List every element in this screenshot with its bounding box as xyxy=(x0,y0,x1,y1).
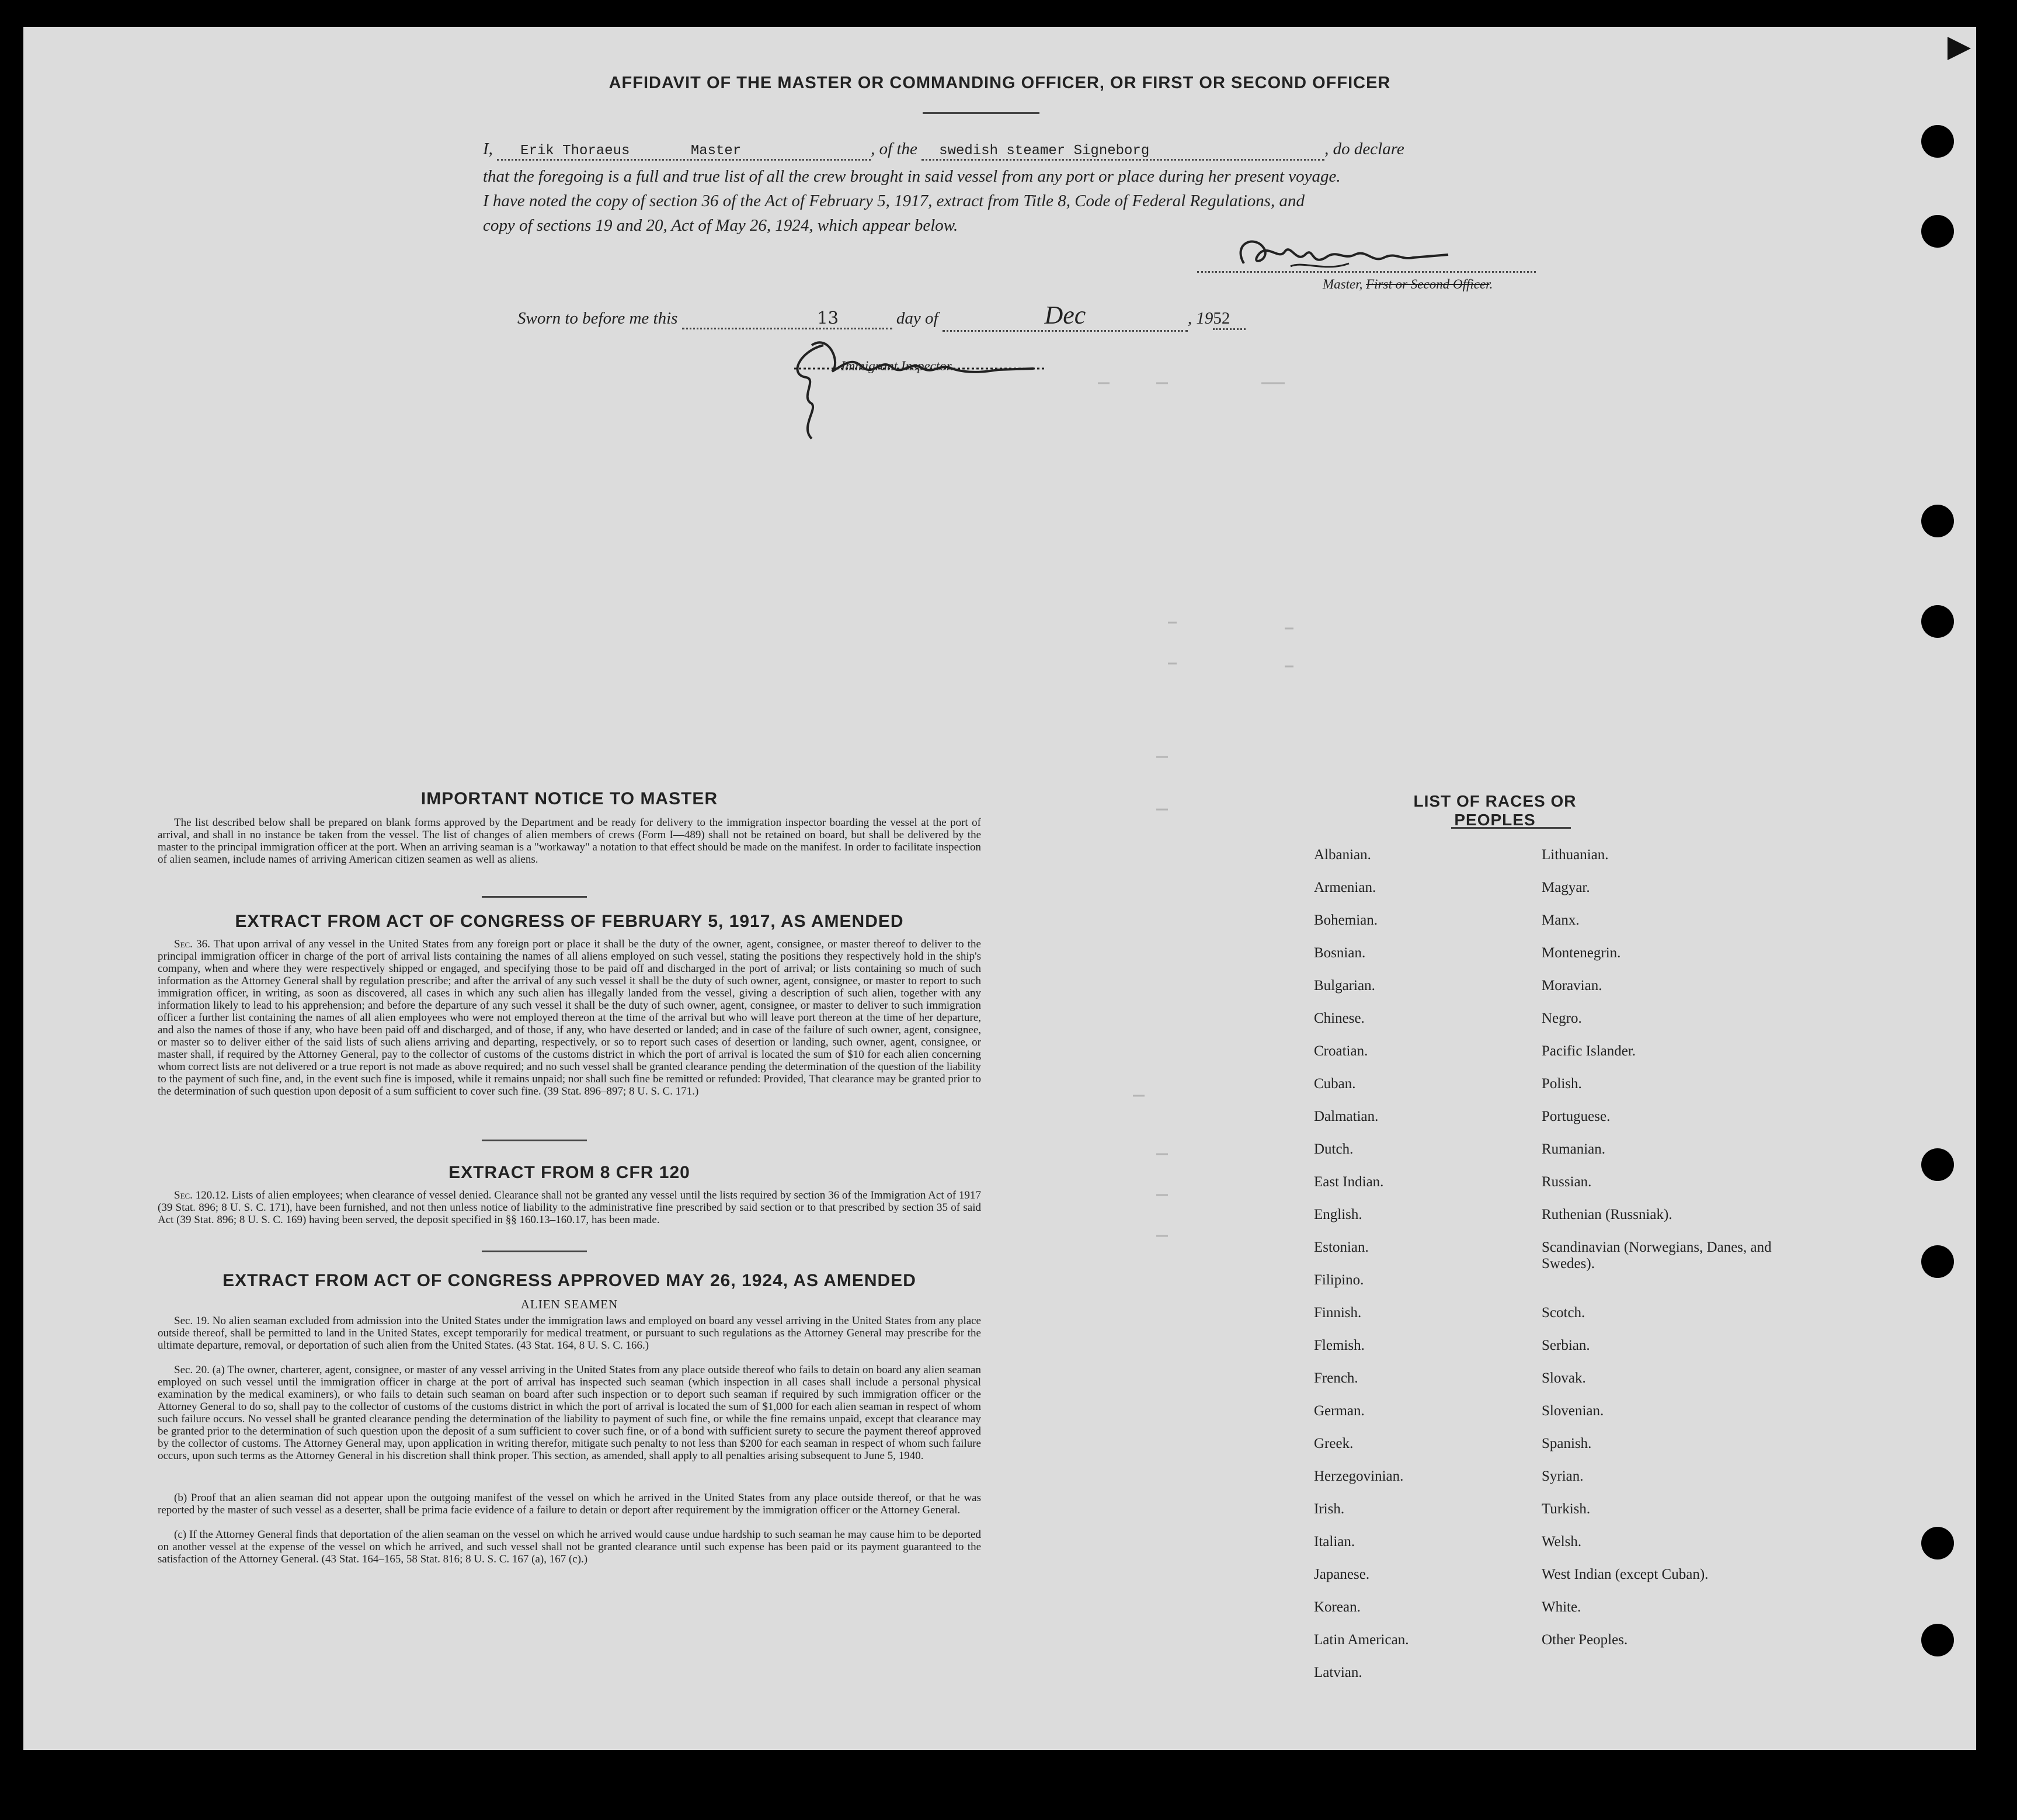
race-list-item: Portuguese. xyxy=(1542,1109,1611,1124)
year-value: 52 xyxy=(1213,309,1246,330)
race-list-item: Greek. xyxy=(1314,1436,1354,1451)
notice-title: IMPORTANT NOTICE TO MASTER xyxy=(420,789,718,808)
master-rank-value: Master xyxy=(690,143,742,159)
race-list-item: Cuban. xyxy=(1314,1076,1356,1092)
race-list-item: West Indian (except Cuban). xyxy=(1542,1567,1709,1582)
notice-body: The list described below shall be prepared on blank forms approved by the Department and be ready for delivery to the immigration inspector boarding the vessel at the port of arrival, and shall in no instance be taken from the vessel. The list of changes of alien members of crews (Form I—489) shall not be retained on board, but shall be delivered by the master to the principal immigration officer at the port. When an arriving seaman is a "workaway" a notation to that effect should be made on the manifest. In order to facilitate inspection of alien seamen, include names of arriving American citizen seamen as well as aliens. xyxy=(158,817,981,866)
punch-hole xyxy=(1921,605,1954,638)
extract-1917-text: That upon arrival of any vessel in the United States from any foreign port or place it shall be the duty of the owner, agent, consignee, or master thereof to deliver to the principal immigration officer in charge of the port of arrival lists containing the names of all aliens employed on such vessel, stating the positions they respectively hold in the ship's company, when and where they were respectively shipped or engaged, and specifying those to be paid off and discharged in the port of arrival; or lists containing so much of such information as the Attorney General shall by regulation prescribe; and after the arrival of any such vessel it shall be the duty of such owner, agent, consignee, or master to report to such immigration officer, in writing, as soon as discovered, all cases in which any such alien has illegally landed from the vessel, giving a description of such alien, together with any information likely to lead to his apprehension; and before the departure of any such vessel it shall be the duty of such owner, agent, consignee, or master to deliver to such immigration officer a further list containing the names of all alien employees who were not employed thereon at the time of the arrival but who will leave port thereon at the time of her departure, and also the names of those if any, who have been paid off and discharged, and of those, if any, who have deserted or landed; and in case of the failure of such owner, agent, consignee, or master so to deliver either of the said lists of such aliens arriving and departing, respectively, or so to report such cases of desertion or landing, such owner, agent, consignee, or master shall, if required by the Attorney General, pay to the collector of customs of the customs district in which the port of arrival is located the sum of $10 for each alien concerning whom correct lists are not delivered or a true report is not made as above required; and no such vessel shall be granted clearance pending the determination of the question of the liability to the payment of such fine, and, in the event such fine is imposed, while it remains unpaid; nor shall such fine be remitted or refunded: Provided, That clearance may be granted prior to the determination of such question upon deposit of a sum sufficient to cover such fine. (39 Stat. 896–897; 8 U. S. C. 171.) xyxy=(158,938,981,1097)
race-list-item: East Indian. xyxy=(1314,1174,1384,1190)
extract-1917-title: EXTRACT FROM ACT OF CONGRESS OF FEBRUARY 5, 1917, AS AMENDED xyxy=(235,912,904,931)
master-name-field xyxy=(497,143,871,161)
day-of-label: day of xyxy=(896,309,938,328)
races-right-column xyxy=(1542,839,1799,1656)
vessel-field xyxy=(921,143,1324,161)
punch-hole xyxy=(1921,505,1954,537)
bleed-through-scribbles xyxy=(1074,371,1425,1306)
inspector-signature-scribble xyxy=(777,328,1080,444)
race-list-item: White. xyxy=(1542,1599,1581,1615)
punch-hole xyxy=(1921,1624,1954,1656)
title-rule xyxy=(923,112,1039,114)
race-list-item: Moravian. xyxy=(1542,978,1602,994)
race-list-item: Latvian. xyxy=(1314,1665,1362,1680)
day-field xyxy=(682,308,892,329)
race-list-item: Japanese. xyxy=(1314,1567,1370,1582)
race-list-item: Dalmatian. xyxy=(1314,1109,1379,1124)
race-list-item: Rumanian. xyxy=(1542,1141,1606,1157)
notice-rule xyxy=(482,896,587,898)
race-list-item: Magyar. xyxy=(1542,880,1590,895)
race-list-item: French. xyxy=(1314,1370,1358,1386)
master-label: Master, xyxy=(1323,277,1363,291)
punch-hole xyxy=(1921,215,1954,248)
period: . xyxy=(1489,277,1493,291)
race-list-item: Albanian. xyxy=(1314,847,1371,863)
race-list-item: Dutch. xyxy=(1314,1141,1354,1157)
race-list-item: Pacific Islander. xyxy=(1542,1043,1636,1059)
flag-icon xyxy=(1945,34,1974,69)
race-list-item: Filipino. xyxy=(1314,1272,1364,1288)
extract-1924-p4: (c) If the Attorney General finds that deportation of the alien seaman on the vessel on which he arrived would cause undue hardship to such seaman he may cause him to be deported on another vessel at the expense of the vessel on which he arrived, and such vessel shall not be granted clearance until such expense has been paid or its payment guaranteed to the satisfaction of the Attorney General. (43 Stat. 164–165, 58 Stat. 816; 8 U. S. C. 167 (a), 167 (c).) xyxy=(158,1529,981,1565)
races-rule xyxy=(1451,827,1571,829)
struck-officer-label: First or Second Officer xyxy=(1366,277,1490,291)
race-list-item: Slovak. xyxy=(1542,1370,1586,1386)
race-list-item: Negro. xyxy=(1542,1010,1582,1026)
race-list-item: Bulgarian. xyxy=(1314,978,1375,994)
race-list-item: Bohemian. xyxy=(1314,912,1378,928)
extract-1924-p2: Sec. 20. (a) The owner, charterer, agent, consignee, or master of any vessel arriving in the United States from any place outside thereof who fails to detain on board any alien seaman employed on such vessel until the immigration officer in charge at the port of arrival has inspected such seaman (which inspection in all cases shall include a personal physical examination by the medical examiners), or who fails to detain such seaman on board after such inspection or to deport such seaman if required by such immigration officer or the Attorney General to do so, shall pay to the collector of customs of the customs district in which the port of arrival is located the sum of $1,000 for each alien seaman in respect of whom such failure occurs. No vessel shall be granted clearance pending the determination of the liability to payment of such fine, or while the fine remains unpaid, except that clearance may be granted prior to the determination of such question upon the deposit of a sum sufficient to cover such fine, or of a bond with sufficient surety to secure the payment thereof approved by the collector of customs. The Attorney General may, upon application in writing therefor, mitigate such penalty to not less than $200 for each seaman in respect of whom such failure occurs, upon such terms as the Attorney General in his discretion shall think proper. This section, as amended, shall apply to all penalties arising subsequent to June 5, 1940. xyxy=(158,1364,981,1462)
race-list-item: German. xyxy=(1314,1403,1365,1419)
race-list-item: Polish. xyxy=(1542,1076,1582,1092)
race-list-item: Latin American. xyxy=(1314,1632,1409,1648)
day-value: 13 xyxy=(817,308,839,328)
sworn-label: Sworn to before me this xyxy=(517,309,678,328)
month-value: Dec xyxy=(1044,301,1086,329)
punch-hole xyxy=(1921,1148,1954,1181)
declaration-line-1 xyxy=(483,140,1604,161)
extract-1924-subtitle: ALIEN SEAMEN xyxy=(520,1297,618,1311)
declaration-line-4: copy of sections 19 and 20, Act of May 26, 1924, which appear below. xyxy=(483,216,958,235)
declaration-line-3: I have noted the copy of section 36 of the Act of February 5, 1917, extract from Title 8, Code of Federal Regulations, and xyxy=(483,192,1305,210)
declaration-line-2: that the foregoing is a full and true list of all the crew brought in said vessel from any port or place during her present voyage. xyxy=(483,167,1341,186)
extract-1917-rule xyxy=(482,1140,587,1141)
race-list-item: Welsh. xyxy=(1542,1534,1582,1550)
extract-1924-p3: (b) Proof that an alien seaman did not appear upon the outgoing manifest of the vessel on which he arrived in the United States from any place outside thereof, or that he was reported by the master of such vessel as a deserter, shall be prima facie evidence of a failure to detain or deport after requirement by the immigration officer or the Attorney General. xyxy=(158,1492,981,1516)
race-list-item: English. xyxy=(1314,1207,1362,1222)
race-list-item: Ruthenian (Russniak). xyxy=(1542,1207,1672,1222)
extract-cfr-text: Lists of alien employees; when clearance of vessel denied. Clearance shall not be granted any vessel until the lists required by section 36 of the Immigration Act of 1917 (39 Stat. 896; 8 U. S. C. 171), have been furnished, and not then unless notice of liability to the administrative fine prescribed by said section or to that prescribed by section 35 of said Act (39 Stat. 896; 8 U. S. C. 169) having been served, the deposit specified in §§ 160.13–160.17, has been made. xyxy=(158,1189,981,1226)
sworn-line xyxy=(517,300,1246,332)
do-declare-label: , do declare xyxy=(1324,140,1404,158)
corner-flag-mark xyxy=(1945,34,1974,72)
race-list-item: Bosnian. xyxy=(1314,945,1366,961)
race-list-item: Scandinavian (Norwegians, Danes, and Swedes). xyxy=(1542,1239,1772,1272)
race-list-item: Finnish. xyxy=(1314,1305,1362,1321)
race-list-item: Manx. xyxy=(1542,912,1580,928)
of-the-label: , of the xyxy=(871,140,917,158)
month-field xyxy=(943,300,1188,332)
inspector-signature xyxy=(777,328,1080,444)
extract-cfr-title: EXTRACT FROM 8 CFR 120 xyxy=(448,1163,690,1182)
race-list-item: Turkish. xyxy=(1542,1501,1591,1517)
race-list-item: Chinese. xyxy=(1314,1010,1365,1026)
race-list-item: Croatian. xyxy=(1314,1043,1368,1059)
race-list-item: Spanish. xyxy=(1542,1436,1592,1451)
punch-hole xyxy=(1921,1245,1954,1278)
race-list-item: Armenian. xyxy=(1314,880,1376,895)
race-list-item: Korean. xyxy=(1314,1599,1361,1615)
signatory-label xyxy=(1323,277,1493,292)
race-list-item: Scotch. xyxy=(1542,1305,1585,1321)
punch-hole xyxy=(1921,125,1954,158)
document-page xyxy=(23,27,1976,1750)
extract-cfr-sec: Sec. 120.12. xyxy=(174,1189,229,1201)
extract-1917-body xyxy=(158,938,981,1097)
race-list-item: Other Peoples. xyxy=(1542,1632,1628,1648)
race-list-item: Italian. xyxy=(1314,1534,1355,1550)
extract-1917-sec: Sec. 36. xyxy=(174,938,210,950)
race-list-item: Flemish. xyxy=(1314,1338,1365,1353)
extract-1924-title: EXTRACT FROM ACT OF CONGRESS APPROVED MAY 26, 1924, AS AMENDED xyxy=(222,1271,916,1290)
vessel-value: swedish steamer Signeborg xyxy=(939,143,1150,159)
race-list-item: Serbian. xyxy=(1542,1338,1590,1353)
race-list-item: Syrian. xyxy=(1542,1468,1584,1484)
extract-cfr-body xyxy=(158,1189,981,1226)
bleed-through-marks xyxy=(1074,371,1425,1306)
extract-1924-p1: Sec. 19. No alien seaman excluded from admission into the United States under the immigration laws and employed on board any vessel arriving in the United States from any place outside thereof, shall be permitted to land in the United States, except temporarily for medical treatment, or pursuant to such regulations as the Attorney General may prescribe for the ultimate departure, removal, or deportation of such alien from the United States. (43 Stat. 164, 8 U. S. C. 166.) xyxy=(158,1315,981,1352)
year-prefix: , 19 xyxy=(1187,309,1213,328)
master-name-value: Erik Thoraeus xyxy=(520,143,630,159)
races-title: LIST OF RACES OR PEOPLES xyxy=(1413,792,1577,829)
signature-line xyxy=(1197,271,1536,273)
declaration-i: I, xyxy=(483,140,493,158)
punch-hole xyxy=(1921,1527,1954,1559)
race-list-item: Estonian. xyxy=(1314,1239,1369,1255)
affidavit-title: AFFIDAVIT OF THE MASTER OR COMMANDING OFFICER, OR FIRST OR SECOND OFFICER xyxy=(608,74,1391,92)
race-list-item: Slovenian. xyxy=(1542,1403,1604,1419)
extract-cfr-rule xyxy=(482,1251,587,1252)
inspector-label: Immigrant Inspector. xyxy=(841,359,954,373)
race-list-item: Montenegrin. xyxy=(1542,945,1621,961)
race-list-item: Russian. xyxy=(1542,1174,1592,1190)
race-list-item: Lithuanian. xyxy=(1542,847,1609,863)
race-list-item: Irish. xyxy=(1314,1501,1345,1517)
race-list-item: Herzegovinian. xyxy=(1314,1468,1404,1484)
